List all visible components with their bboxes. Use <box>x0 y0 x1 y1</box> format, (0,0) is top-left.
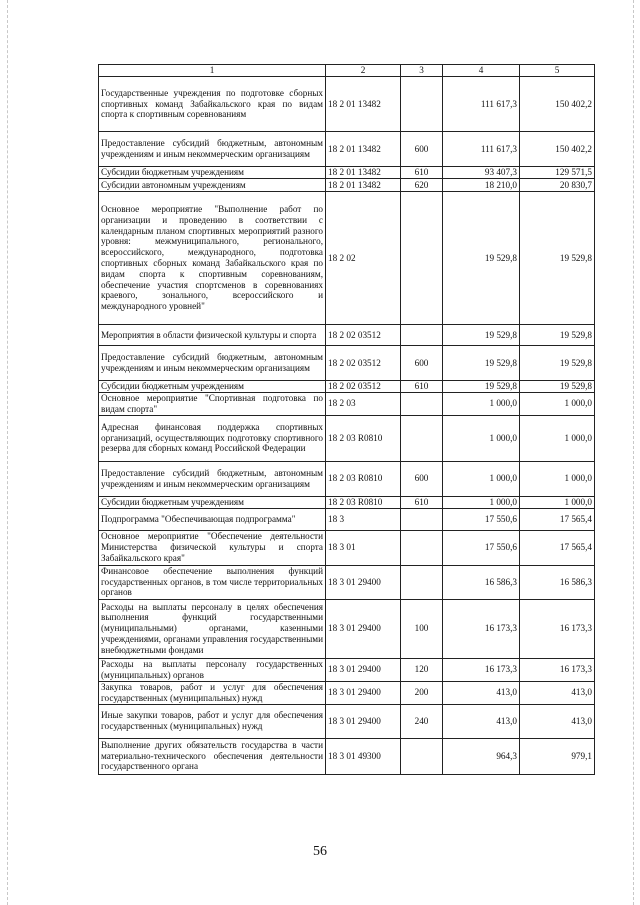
table-row <box>99 681 595 704</box>
target-code-cell: 18 2 01 13482 <box>326 77 401 132</box>
table-row <box>99 393 595 416</box>
amount-col4-cell: 18 210,0 <box>443 179 520 192</box>
expense-type-cell: 120 <box>401 658 443 681</box>
amount-col5-cell: 17 565,4 <box>520 530 595 565</box>
amount-col4-cell: 93 407,3 <box>443 167 520 179</box>
amount-col5-cell: 979,1 <box>520 738 595 774</box>
table-row <box>99 599 595 658</box>
table-row <box>99 167 595 179</box>
target-code-cell: 18 3 <box>326 508 401 530</box>
amount-col5-cell: 19 529,8 <box>520 325 595 346</box>
row-name-cell: Мероприятия в области физической культуры и спорта <box>99 325 326 346</box>
target-code-cell: 18 2 03 R0810 <box>326 461 401 496</box>
target-code-cell: 18 2 01 13482 <box>326 132 401 167</box>
target-code-cell: 18 3 01 29400 <box>326 565 401 599</box>
amount-col5-cell: 19 529,8 <box>520 192 595 325</box>
row-name-cell: Расходы на выплаты персоналу в целях обеспечения выполнения функций государственными (муниципальными) органами, казенными учреждениями, органами управления государственными внебюджетными фондами <box>99 599 326 658</box>
expense-type-cell: 610 <box>401 496 443 508</box>
amount-col4-cell: 16 173,3 <box>443 658 520 681</box>
amount-col4-cell: 1 000,0 <box>443 461 520 496</box>
amount-col5-cell: 1 000,0 <box>520 461 595 496</box>
page-edge-right <box>633 0 634 905</box>
amount-col5-cell: 150 402,2 <box>520 77 595 132</box>
target-code-cell: 18 2 01 13482 <box>326 167 401 179</box>
expense-type-cell <box>401 565 443 599</box>
row-name-cell: Государственные учреждения по подготовке сборных спортивных команд Забайкальского края по видам спорта к спортивным соревнованиям <box>99 77 326 132</box>
amount-col4-cell: 1 000,0 <box>443 415 520 461</box>
amount-col5-cell: 1 000,0 <box>520 415 595 461</box>
table-row <box>99 496 595 508</box>
row-name-cell: Основное мероприятие "Спортивная подготовка по видам спорта" <box>99 393 326 416</box>
amount-col4-cell: 111 617,3 <box>443 77 520 132</box>
expense-type-cell: 600 <box>401 461 443 496</box>
row-name-cell: Адресная финансовая поддержка спортивных организаций, осуществляющих подготовку спортивного резерва для сборных команд Российской Федерации <box>99 415 326 461</box>
row-name-cell: Расходы на выплаты персоналу государственных (муниципальных) органов <box>99 658 326 681</box>
table-row <box>99 530 595 565</box>
amount-col5-cell: 19 529,8 <box>520 346 595 381</box>
table-row <box>99 704 595 738</box>
expense-type-cell <box>401 393 443 416</box>
amount-col4-cell: 111 617,3 <box>443 132 520 167</box>
amount-col5-cell: 16 173,3 <box>520 599 595 658</box>
page-edge-left <box>7 0 8 905</box>
row-name-cell: Субсидии бюджетным учреждениям <box>99 496 326 508</box>
amount-col4-cell: 16 173,3 <box>443 599 520 658</box>
target-code-cell: 18 3 01 29400 <box>326 658 401 681</box>
expense-type-cell: 600 <box>401 132 443 167</box>
target-code-cell: 18 3 01 29400 <box>326 599 401 658</box>
amount-col4-cell: 16 586,3 <box>443 565 520 599</box>
target-code-cell: 18 3 01 29400 <box>326 681 401 704</box>
table-row <box>99 192 595 325</box>
amount-col5-cell: 19 529,8 <box>520 381 595 393</box>
table-row <box>99 132 595 167</box>
row-name-cell: Предоставление субсидий бюджетным, автономным учреждениям и иным некоммерческим организациям <box>99 132 326 167</box>
expense-type-cell <box>401 508 443 530</box>
row-name-cell: Выполнение других обязательств государства в части материально-технического обеспечения деятельности государственного органа <box>99 738 326 774</box>
expense-type-cell <box>401 415 443 461</box>
column-header: 4 <box>443 65 520 77</box>
table-row <box>99 325 595 346</box>
expense-type-cell <box>401 738 443 774</box>
amount-col4-cell: 19 529,8 <box>443 381 520 393</box>
row-name-cell: Иные закупки товаров, работ и услуг для обеспечения государственных (муниципальных) нужд <box>99 704 326 738</box>
amount-col5-cell: 150 402,2 <box>520 132 595 167</box>
row-name-cell: Субсидии бюджетным учреждениям <box>99 167 326 179</box>
target-code-cell: 18 2 01 13482 <box>326 179 401 192</box>
amount-col5-cell: 16 586,3 <box>520 565 595 599</box>
amount-col4-cell: 19 529,8 <box>443 346 520 381</box>
target-code-cell: 18 2 03 R0810 <box>326 496 401 508</box>
row-name-cell: Основное мероприятие "Обеспечение деятельности Министерства физической культуры и спорта Забайкальского края" <box>99 530 326 565</box>
column-header: 5 <box>520 65 595 77</box>
page-number: 56 <box>313 844 327 859</box>
amount-col4-cell: 1 000,0 <box>443 496 520 508</box>
amount-col4-cell: 19 529,8 <box>443 192 520 325</box>
table-row <box>99 508 595 530</box>
amount-col4-cell: 413,0 <box>443 681 520 704</box>
expense-type-cell: 200 <box>401 681 443 704</box>
amount-col4-cell: 964,3 <box>443 738 520 774</box>
amount-col4-cell: 413,0 <box>443 704 520 738</box>
expense-type-cell <box>401 325 443 346</box>
amount-col5-cell: 20 830,7 <box>520 179 595 192</box>
column-header: 3 <box>401 65 443 77</box>
row-name-cell: Предоставление субсидий бюджетным, автономным учреждениям и иным некоммерческим организациям <box>99 461 326 496</box>
row-name-cell: Финансовое обеспечение выполнения функций государственных органов, в том числе территориальных органов <box>99 565 326 599</box>
target-code-cell: 18 3 01 <box>326 530 401 565</box>
row-name-cell: Подпрограмма "Обеспечивающая подпрограмма" <box>99 508 326 530</box>
column-number-row <box>99 65 595 77</box>
expense-type-cell: 620 <box>401 179 443 192</box>
table-body <box>99 77 595 775</box>
amount-col5-cell: 1 000,0 <box>520 496 595 508</box>
row-name-cell: Субсидии бюджетным учреждениям <box>99 381 326 393</box>
expense-type-cell: 610 <box>401 381 443 393</box>
target-code-cell: 18 2 02 03512 <box>326 325 401 346</box>
column-header: 1 <box>99 65 326 77</box>
amount-col5-cell: 413,0 <box>520 704 595 738</box>
amount-col4-cell: 17 550,6 <box>443 508 520 530</box>
expense-type-cell: 240 <box>401 704 443 738</box>
table-row <box>99 381 595 393</box>
amount-col4-cell: 19 529,8 <box>443 325 520 346</box>
target-code-cell: 18 2 03 R0810 <box>326 415 401 461</box>
amount-col5-cell: 413,0 <box>520 681 595 704</box>
table-row <box>99 658 595 681</box>
amount-col5-cell: 17 565,4 <box>520 508 595 530</box>
budget-table <box>98 64 595 775</box>
table-row <box>99 179 595 192</box>
row-name-cell: Субсидии автономным учреждениям <box>99 179 326 192</box>
target-code-cell: 18 3 01 29400 <box>326 704 401 738</box>
expense-type-cell <box>401 192 443 325</box>
expense-type-cell <box>401 77 443 132</box>
table-row <box>99 461 595 496</box>
target-code-cell: 18 2 02 03512 <box>326 381 401 393</box>
table-row <box>99 565 595 599</box>
target-code-cell: 18 3 01 49300 <box>326 738 401 774</box>
target-code-cell: 18 2 03 <box>326 393 401 416</box>
expense-type-cell: 610 <box>401 167 443 179</box>
column-header: 2 <box>326 65 401 77</box>
table-row <box>99 346 595 381</box>
table-row <box>99 415 595 461</box>
target-code-cell: 18 2 02 <box>326 192 401 325</box>
row-name-cell: Закупка товаров, работ и услуг для обеспечения государственных (муниципальных) нужд <box>99 681 326 704</box>
expense-type-cell <box>401 530 443 565</box>
row-name-cell: Основное мероприятие "Выполнение работ по организации и проведению в соответствии с календарным планом спортивных мероприятий разного уровня: межмуниципального, регионального, всероссийского, международного, подготовка спортивных сборных команд Забайкальского края по видам спорта к спортивным соревнованиям, обеспечение участия спортсменов в соревнованиях краевого, зонального, всероссийского и международного уровней" <box>99 192 326 325</box>
expense-type-cell: 600 <box>401 346 443 381</box>
table-row <box>99 77 595 132</box>
table-row <box>99 738 595 774</box>
amount-col4-cell: 17 550,6 <box>443 530 520 565</box>
amount-col5-cell: 16 173,3 <box>520 658 595 681</box>
amount-col4-cell: 1 000,0 <box>443 393 520 416</box>
row-name-cell: Предоставление субсидий бюджетным, автономным учреждениям и иным некоммерческим организациям <box>99 346 326 381</box>
expense-type-cell: 100 <box>401 599 443 658</box>
amount-col5-cell: 1 000,0 <box>520 393 595 416</box>
amount-col5-cell: 129 571,5 <box>520 167 595 179</box>
target-code-cell: 18 2 02 03512 <box>326 346 401 381</box>
